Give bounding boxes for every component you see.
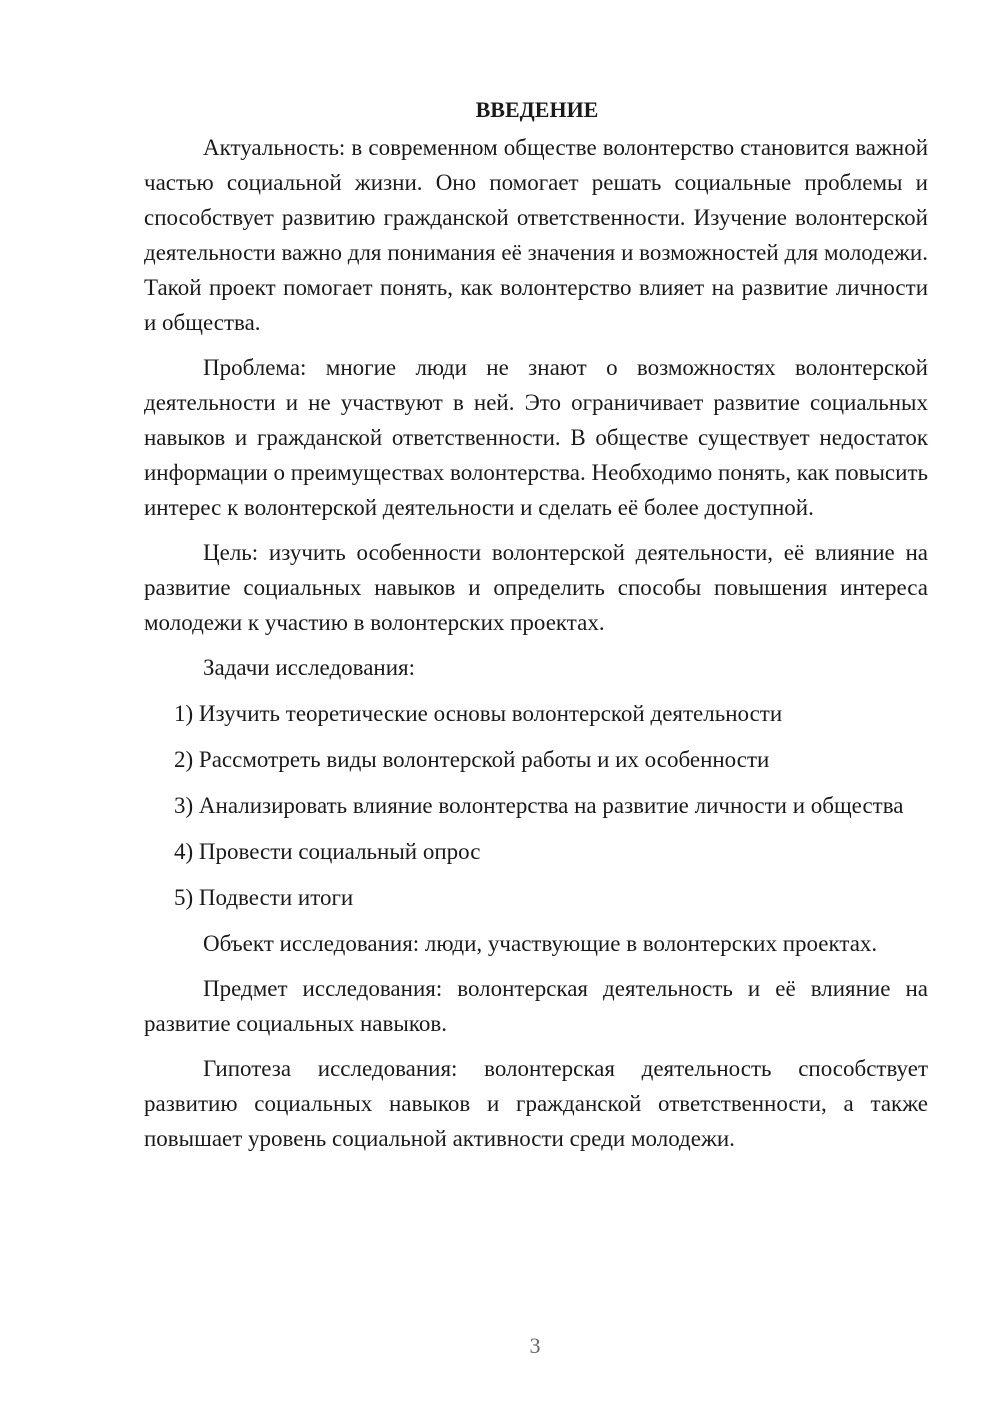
page-number: 3: [529, 1333, 541, 1358]
section-title: ВВЕДЕНИЕ: [475, 97, 599, 122]
task-item: 3) Анализировать влияние волонтерства на развитие личности и общества: [174, 793, 904, 818]
hypothesis-paragraph: Гипотеза исследования: волонтерская деятельность способствует развитию социальных навыков и гражданской ответственности, а также повышает уровень социальной активности среди молодежи.: [144, 1056, 928, 1151]
object-paragraph: Объект исследования: люди, участвующие в волонтерских проектах.: [203, 931, 878, 956]
page-content: [144, 92, 928, 1166]
tasks-heading: Задачи исследования:: [203, 655, 416, 680]
task-item: 4) Провести социальный опрос: [174, 839, 481, 864]
task-item: 5) Подвести итоги: [174, 885, 354, 910]
goal-paragraph: Цель: изучить особенности волонтерской деятельности, её влияние на развитие социальных навыков и определить способы повышения интереса молодежи к участию в волонтерских проектах.: [144, 540, 928, 635]
task-item: 1) Изучить теоретические основы волонтерской деятельности: [174, 701, 783, 726]
relevance-paragraph: Актуальность: в современном обществе волонтерство становится важной частью социальной жизни. Оно помогает решать социальные проблемы и способствует развитию гражданской ответственности. Изучение волонтерской деятельности важно для понимания её значения и возможностей для молодежи. Такой проект помогает понять, как волонтерство влияет на развитие личности и общества.: [144, 135, 928, 335]
subject-paragraph: Предмет исследования: волонтерская деятельность и её влияние на развитие социальных навыков.: [144, 976, 928, 1036]
task-item: 2) Рассмотреть виды волонтерской работы и их особенности: [174, 747, 770, 772]
problem-paragraph: Проблема: многие люди не знают о возможностях волонтерской деятельности и не участвуют в ней. Это ограничивает развитие социальных навыков и гражданской ответственности. В обществе существует недостаток информации о преимуществах волонтерства. Необходимо понять, как повысить интерес к волонтерской деятельности и сделать её более доступной.: [144, 355, 928, 520]
